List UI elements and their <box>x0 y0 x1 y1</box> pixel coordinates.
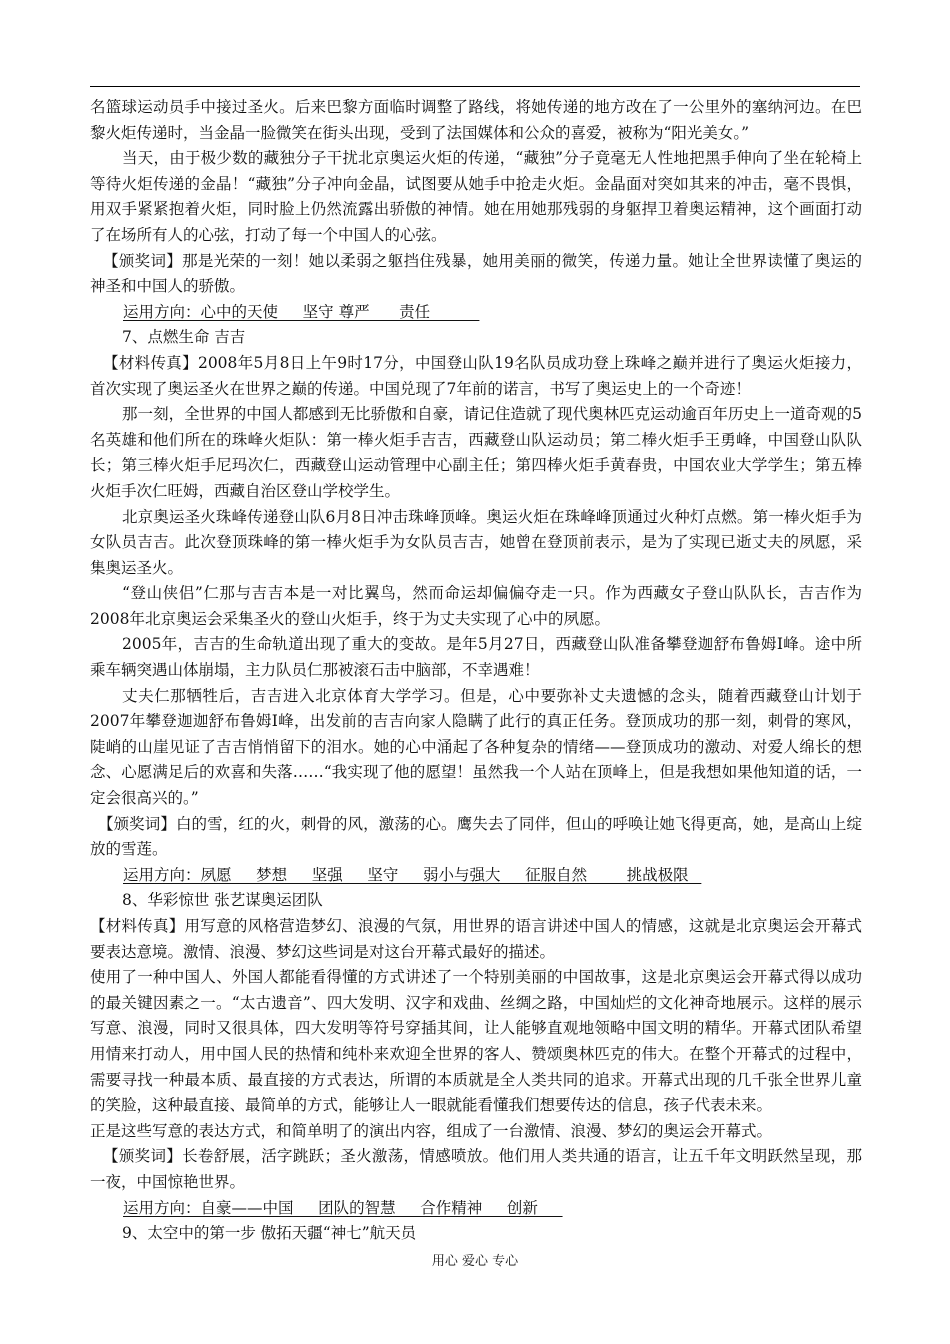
paragraph: 使用了一种中国人、外国人都能看得懂的方式讲述了一个特别美丽的中国故事，这是北京奥运会开幕式得以成功的最关键因素之一。“太古遗音”、四大发明、汉字和戏曲、丝绸之路，中国灿烂的文化神奇地展示。这样的展示写意、浪漫，同时又很具体，四大发明等符号穿插其间，让人能够直观地领略中国文明的精华。开幕式团队希望用情来打动人，用中国人民的热情和纯朴来欢迎全世界的客人、赞颂奥林匹克的伟大。在整个开幕式的过程中，需要寻找一种最本质、最直接的方式表达，所谓的本质就是全人类共同的追求。开幕式出现的几千张全世界儿童的笑脸，这种最直接、最简单的方式，能够让人一眼就能看懂我们想要传达的信息，孩子代表未来。 <box>90 968 862 1115</box>
material-paragraph: 【材料传真】2008年5月8日上午9时17分，中国登山队19名队员成功登上珠峰之巅并进行了奥运火炬接力，首次实现了奥运圣火在世界之巅的传递。中国兑现了7年前的诺言，书写了奥运史上的一个奇迹！ <box>90 353 862 398</box>
section-heading: 9、太空中的第一步 傲拓天疆“神七”航天员 <box>122 1224 417 1243</box>
paragraph: 那一刻，全世界的中国人都感到无比骄傲和自豪，请记住造就了现代奥林匹克运动逾百年历史上一道奇观的5名英雄和他们所在的珠峰火炬队：第一棒火炬手吉吉，西藏登山队运动员；第二棒火炬手王勇峰，中国登山队队长；第三棒火炬手尼玛次仁，西藏登山运动管理中心副主任；第四棒火炬手黄春贵，中国农业大学学生；第五棒火炬手次仁旺姆，西藏自治区登山学校学生。 <box>90 405 862 500</box>
usage-direction <box>90 863 862 889</box>
header-rule <box>90 86 860 87</box>
usage-direction-text: 运用方向：心中的天使 坚守 尊严 责任 <box>123 302 480 321</box>
usage-direction-text: 运用方向：自豪——中国 团队的智慧 合作精神 创新 <box>123 1198 563 1217</box>
paragraph: 当天，由于极少数的藏独分子干扰北京奥运火炬的传递，“藏独”分子竟毫无人性地把黑手伸向了坐在轮椅上等待火炬传递的金晶！“藏独”分子冲向金晶，试图要从她手中抢走火炬。金晶面对突如其来的冲击，毫不畏惧，用双手紧紧抱着火炬，同时脸上仍然流露出骄傲的神情。她在用她那残弱的身躯捍卫着奥运精神，这个画面打动了在场所有人的心弦，打动了每一个中国人的心弦。 <box>90 149 862 244</box>
paragraph: 名篮球运动员手中接过圣火。后来巴黎方面临时调整了路线，将她传递的地方改在了一公里外的塞纳河边。在巴黎火炬传递时，当金晶一脸微笑在街头出现，受到了法国媒体和公众的喜爱，被称为“阳光美女。” <box>90 98 862 142</box>
usage-direction <box>90 1196 862 1222</box>
award-speech: 【颁奖词】白的雪，红的火，刺骨的风，激荡的心。鹰失去了同伴，但山的呼唤让她飞得更高，她，是高山上绽放的雪莲。 <box>90 814 862 859</box>
document-body <box>90 95 862 1247</box>
paragraph: 丈夫仁那牺牲后，吉吉进入北京体育大学学习。但是，心中要弥补丈夫遗憾的念头，随着西藏登山计划于2007年攀登迦迦舒布鲁姆I峰，出发前的吉吉向家人隐瞒了此行的真正任务。登顶成功的那一刻，刺骨的寒风，陡峭的山崖见证了吉吉悄悄留下的泪水。她的心中涌起了各种复杂的情绪——登顶成功的激动、对爱人绵长的想念、心愿满足后的欢喜和失落……“我实现了他的愿望！虽然我一个人站在顶峰上，但是我想如果他知道的话，一定会很高兴的。” <box>90 686 862 808</box>
paragraph: 2005年，吉吉的生命轨道出现了重大的变故。是年5月27日，西藏登山队准备攀登迦舒布鲁姆I峰。途中所乘车辆突遇山体崩塌，主力队员仁那被滚石击中脑部，不幸遇难！ <box>90 635 862 680</box>
material-paragraph: 【材料传真】用写意的风格营造梦幻、浪漫的气氛，用世界的语言讲述中国人的情感，这就是北京奥运会开幕式要表达意境。激情、浪漫、梦幻这些词是对这台开幕式最好的描述。 <box>90 917 862 961</box>
section-heading: 8、华彩惊世 张艺谋奥运团队 <box>122 891 323 910</box>
award-speech: 【颁奖词】长卷舒展，活字跳跃；圣火激荡，情感喷放。他们用人类共通的语言，让五千年文明跃然呈现，那一夜，中国惊艳世界。 <box>90 1147 862 1191</box>
paragraph: “登山侠侣”仁那与吉吉本是一对比翼鸟，然而命运却偏偏夺走一只。作为西藏女子登山队队长，吉吉作为2008年北京奥运会采集圣火的登山火炬手，终于为丈夫实现了心中的夙愿。 <box>90 584 862 628</box>
paragraph: 北京奥运圣火珠峰传递登山队6月8日冲击珠峰顶峰。奥运火炬在珠峰峰顶通过火种灯点燃。第一棒火炬手为女队员吉吉。此次登顶珠峰的第一棒火炬手为女队员吉吉，她曾在登顶前表示，是为了实现已逝丈夫的夙愿，采集奥运圣火。 <box>90 507 862 577</box>
paragraph: 正是这些写意的表达方式，和简单明了的演出内容，组成了一台激情、浪漫、梦幻的奥运会开幕式。 <box>90 1121 773 1140</box>
section-heading: 7、点燃生命 吉吉 <box>122 328 246 347</box>
usage-direction <box>90 300 862 326</box>
usage-direction-text: 运用方向：夙愿 梦想 坚强 坚守 弱小与强大 征服自然 挑战极限 _ <box>123 865 702 884</box>
page-footer: 用心 爱心 专心 <box>431 1254 519 1269</box>
award-speech: 【颁奖词】那是光荣的一刻！她以柔弱之躯挡住残暴，她用美丽的微笑，传递力量。她让全世界读懂了奥运的神圣和中国人的骄傲。 <box>90 251 862 296</box>
